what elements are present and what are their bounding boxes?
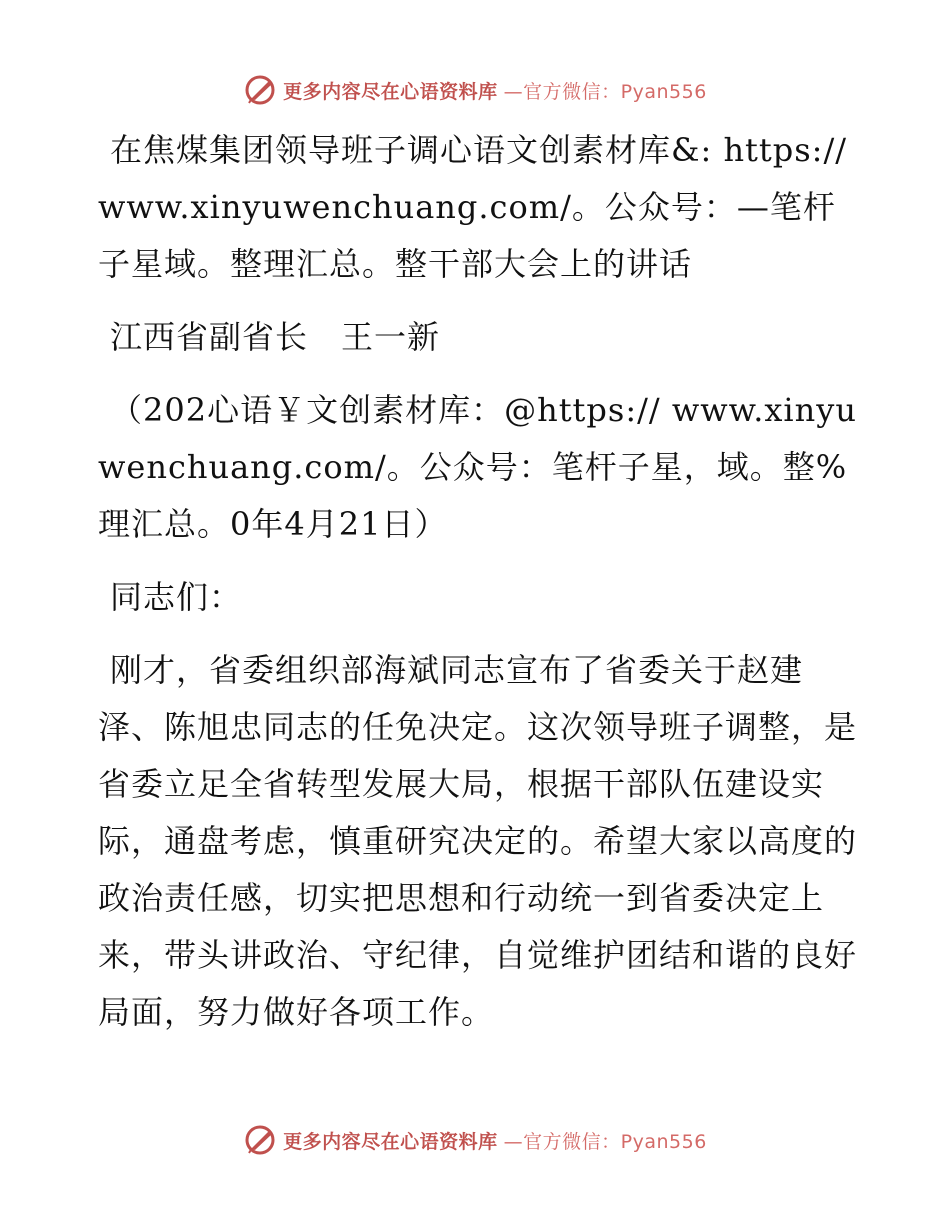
- banner-contact-text: —官方微信：Pyan556: [503, 1130, 707, 1153]
- footer-watermark-banner: [0, 1120, 950, 1160]
- quill-circle-logo-icon: [243, 73, 277, 107]
- title-paragraph: 在焦煤集团领导班子调心语文创素材库&: https://www.xinyuwenchuang.com/。公众号：—笔杆子星域。整理汇总。整干部大会上的讲话: [98, 131, 848, 283]
- quill-circle-logo-icon: [243, 1123, 277, 1157]
- header-watermark-banner: [0, 70, 950, 110]
- banner-lead-text: 更多内容尽在心语资料库: [283, 1130, 498, 1153]
- banner-lead-text: 更多内容尽在心语资料库: [283, 80, 498, 103]
- banner-contact-text: —官方微信：Pyan556: [503, 80, 707, 103]
- date-paragraph: （202心语￥文创素材库：@https:// www.xinyuwenchuang.com/。公众号：笔杆子星，域。整%理汇总。0年4月21日）: [98, 391, 857, 543]
- salutation: 同志们：: [110, 578, 243, 616]
- author-line: 江西省副省长 王一新: [110, 318, 441, 356]
- body-paragraph: 刚才，省委组织部海斌同志宣布了省委关于赵建泽、陈旭忠同志的任免决定。这次领导班子调整，是省委立足全省转型发展大局，根据干部队伍建设实际，通盘考虑，慎重研究决定的。希望大家以高度的政治责任感，切实把思想和行动统一到省委决定上来，带头讲政治、守纪律，自觉维护团结和谐的良好局面，努力做好各项工作。: [98, 651, 858, 1031]
- document-body: [98, 122, 858, 1057]
